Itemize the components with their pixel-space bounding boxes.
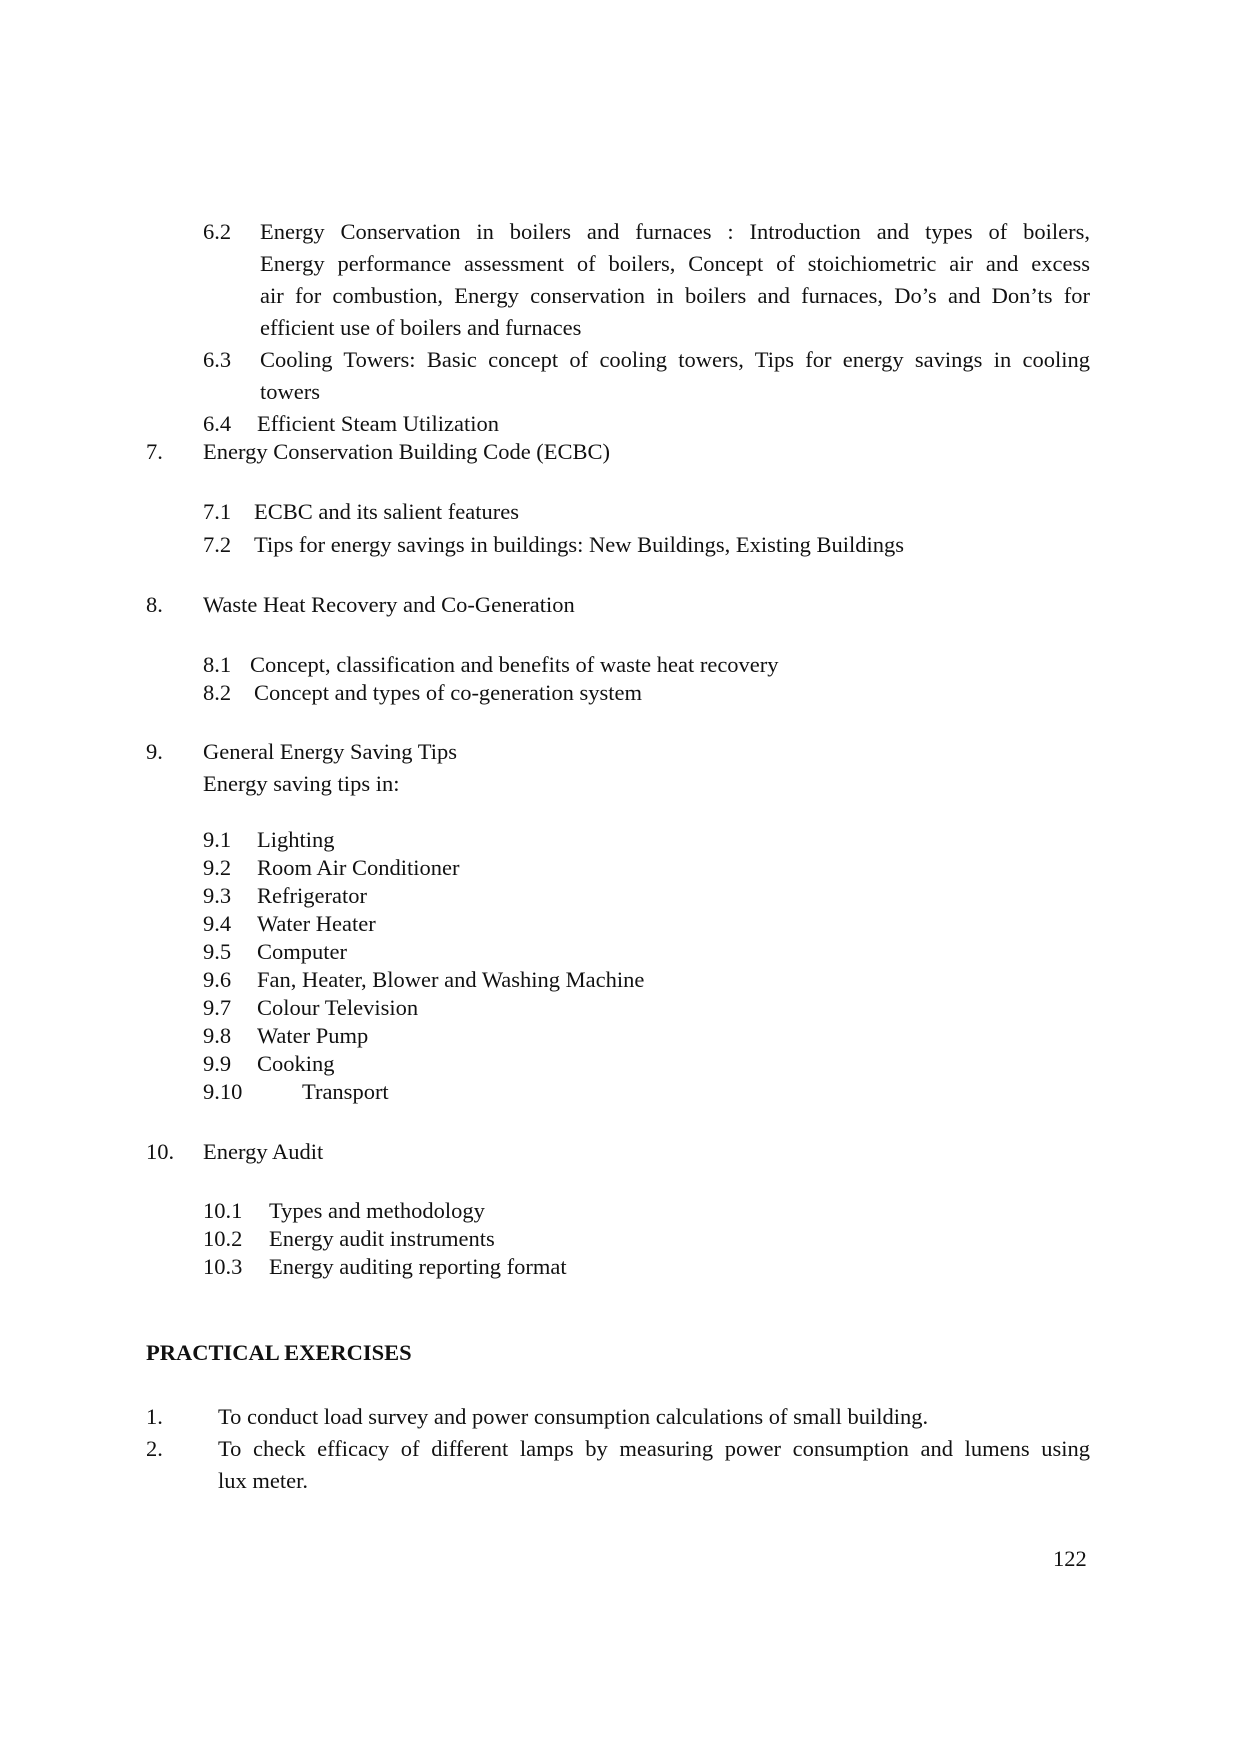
section-title: General Energy Saving Tips [203, 739, 457, 764]
section-title: ECBC and its salient features [254, 499, 519, 524]
item-number: 10.2 [203, 1226, 243, 1251]
section-number: 8. [146, 592, 163, 617]
item-number: 9.4 [203, 911, 232, 936]
section-number: 9. [146, 739, 163, 764]
item-number: 10.3 [203, 1254, 243, 1279]
item-number: 10.1 [203, 1198, 243, 1223]
item-text: Fan, Heater, Blower and Washing Machine [257, 967, 645, 992]
section-6-3-line-2: towers [260, 379, 320, 404]
item-number: 9.1 [203, 827, 232, 852]
section-6-2-line-3: air for combustion, Energy conservation in boilers and furnaces, Do’s and Don’ts for [260, 283, 1090, 308]
item-text: Computer [257, 939, 347, 964]
exercise-item-2-line-1: To check efficacy of different lamps by measuring power consumption and lumens using [218, 1436, 1090, 1461]
item-text: Refrigerator [257, 883, 367, 908]
item-text: Lighting [257, 827, 335, 852]
item-number: 9.8 [203, 1023, 232, 1048]
item-text: Colour Television [257, 995, 419, 1020]
section-6-3-line-1: Cooling Towers: Basic concept of cooling towers, Tips for energy savings in cooling [260, 347, 1090, 372]
section-number: 7.2 [203, 532, 232, 557]
section-number: 8.1 [203, 652, 232, 677]
item-number: 2. [146, 1436, 163, 1461]
section-number: 6.3 [203, 347, 232, 372]
item-text: Cooking [257, 1051, 335, 1076]
item-number: 9.10 [203, 1079, 243, 1104]
section-title: Tips for energy savings in buildings: New Buildings, Existing Buildings [254, 532, 905, 557]
section-number: 6.2 [203, 219, 232, 244]
item-text: Water Pump [257, 1023, 369, 1048]
section-6-2-line-1: Energy Conservation in boilers and furnaces : Introduction and types of boilers, [260, 219, 1090, 244]
item-number: 9.3 [203, 883, 232, 908]
practical-exercises-heading: PRACTICAL EXERCISES [146, 1340, 412, 1365]
section-number: 7. [146, 439, 163, 464]
item-number: 9.5 [203, 939, 232, 964]
section-9-subtext: Energy saving tips in: [203, 771, 400, 796]
section-number: 7.1 [203, 499, 232, 524]
section-title: Energy Audit [203, 1139, 324, 1164]
section-6-2-line-4: efficient use of boilers and furnaces [260, 315, 582, 340]
item-text: Energy auditing reporting format [269, 1254, 567, 1279]
section-title: Energy Conservation Building Code (ECBC) [203, 439, 611, 464]
section-title: Concept and types of co-generation system [254, 680, 643, 705]
item-text: Types and methodology [269, 1198, 485, 1223]
item-text: Room Air Conditioner [257, 855, 460, 880]
section-number: 8.2 [203, 680, 232, 705]
exercise-item-2-line-2: lux meter. [218, 1468, 308, 1493]
section-6-2-line-2: Energy performance assessment of boilers, Concept of stoichiometric air and excess [260, 251, 1090, 276]
section-title: Waste Heat Recovery and Co-Generation [203, 592, 575, 617]
item-number: 9.7 [203, 995, 232, 1020]
section-number: 10. [146, 1139, 175, 1164]
section-title: Efficient Steam Utilization [257, 411, 500, 436]
item-text: To conduct load survey and power consumption calculations of small building. [218, 1404, 929, 1429]
item-text: Energy audit instruments [269, 1226, 495, 1251]
item-number: 9.2 [203, 855, 232, 880]
item-text: Water Heater [257, 911, 376, 936]
section-title: Concept, classification and benefits of waste heat recovery [250, 652, 779, 677]
page-number: 122 [1053, 1546, 1087, 1571]
item-text: Transport [302, 1079, 389, 1104]
section-number: 6.4 [203, 411, 232, 436]
item-number: 1. [146, 1404, 163, 1429]
item-number: 9.6 [203, 967, 232, 992]
item-number: 9.9 [203, 1051, 232, 1076]
